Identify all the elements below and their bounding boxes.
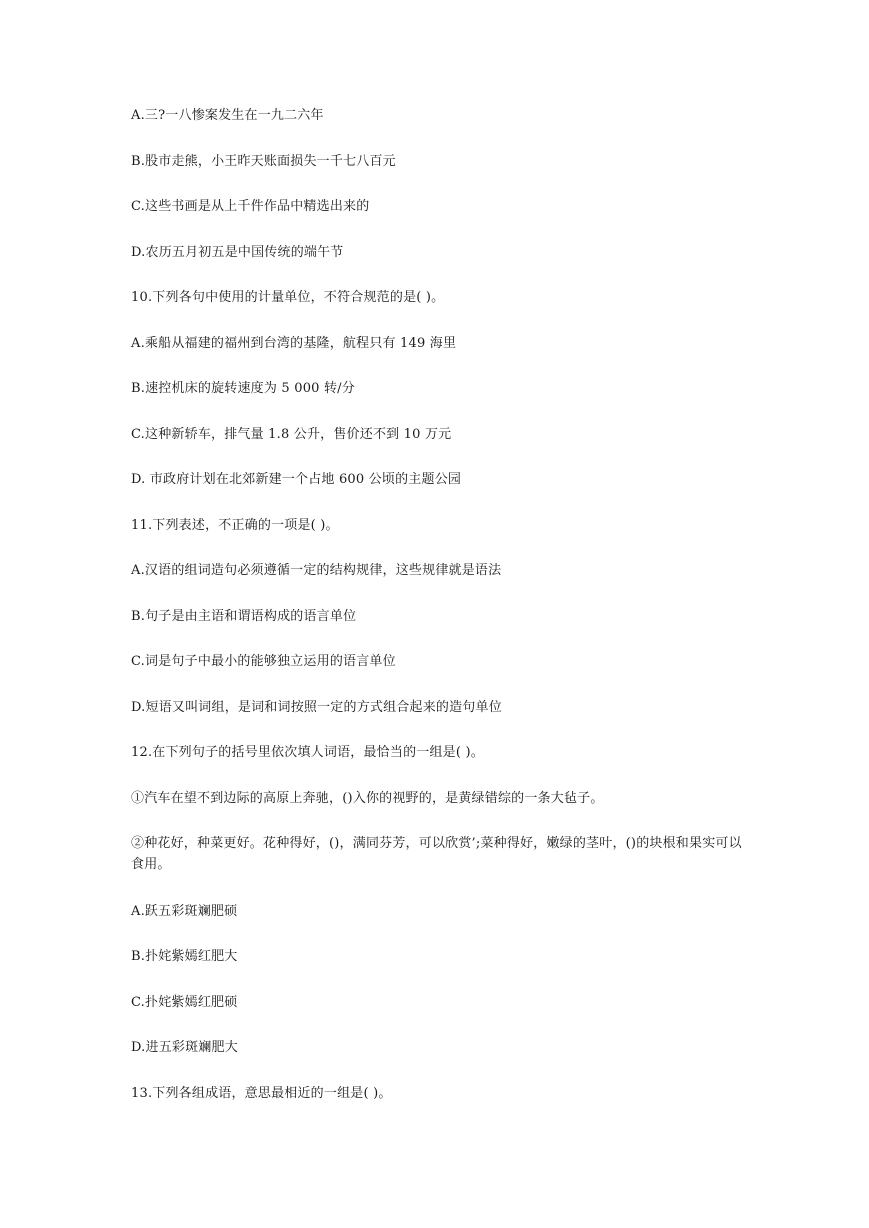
question-13: 13.下列各组成语，意思最相近的一组是( )。	[131, 1086, 392, 1101]
option-d-line: D.农历五月初五是中国传统的端午节	[131, 245, 344, 260]
q10-option-c: C.这种新轿车，排气量 1.8 公升，售价还不到 10 万元	[131, 427, 452, 442]
question-11: 11.下列表述，不正确的一项是( )。	[131, 518, 339, 533]
q12-option-a: A.跃五彩斑斓肥硕	[131, 904, 238, 919]
q11-option-c: C.词是句子中最小的能够独立运用的语言单位	[131, 654, 396, 669]
question-10: 10.下列各句中使用的计量单位，不符合规范的是( )。	[131, 290, 445, 305]
question-12: 12.在下列句子的括号里依次填人词语，最恰当的一组是( )。	[131, 745, 484, 760]
q12-option-c: C.扑姹紫嫣红肥硕	[131, 995, 238, 1010]
q12-option-d: D.进五彩斑斓肥大	[131, 1040, 238, 1055]
q12-sentence-1: ①汽车在望不到边际的高原上奔驰，()入你的视野的，是黄绿错综的一条大毡子。	[131, 791, 604, 806]
q11-option-a: A.汉语的组词造句必须遵循一定的结构规律，这些规律就是语法	[131, 563, 502, 578]
option-c-line: C.这些书画是从上千件作品中精选出来的	[131, 199, 370, 214]
option-a-line: A.三?一八惨案发生在一九二六年	[131, 108, 324, 123]
q10-option-a: A.乘船从福建的福州到台湾的基隆，航程只有 149 海里	[131, 336, 457, 351]
q12-option-b: B.扑姹紫嫣红肥大	[131, 949, 238, 964]
q11-option-b: B.句子是由主语和谓语构成的语言单位	[131, 609, 357, 624]
q10-option-d: D. 市政府计划在北郊新建一个占地 600 公顷的主题公园	[131, 472, 462, 487]
option-b-line: B.股市走熊，小王昨天账面损失一千七八百元	[131, 154, 396, 169]
q10-option-b: B.速控机床的旋转速度为 5 000 转/分	[131, 381, 355, 396]
q11-option-d: D.短语又叫词组，是词和词按照一定的方式组合起来的造句单位	[131, 700, 502, 715]
q12-sentence-2: ②种花好，种菜更好。花种得好，()，满同芬芳，可以欣赏’;菜种得好，嫩绿的茎叶，()的块根和果实可以食用。	[131, 836, 742, 872]
